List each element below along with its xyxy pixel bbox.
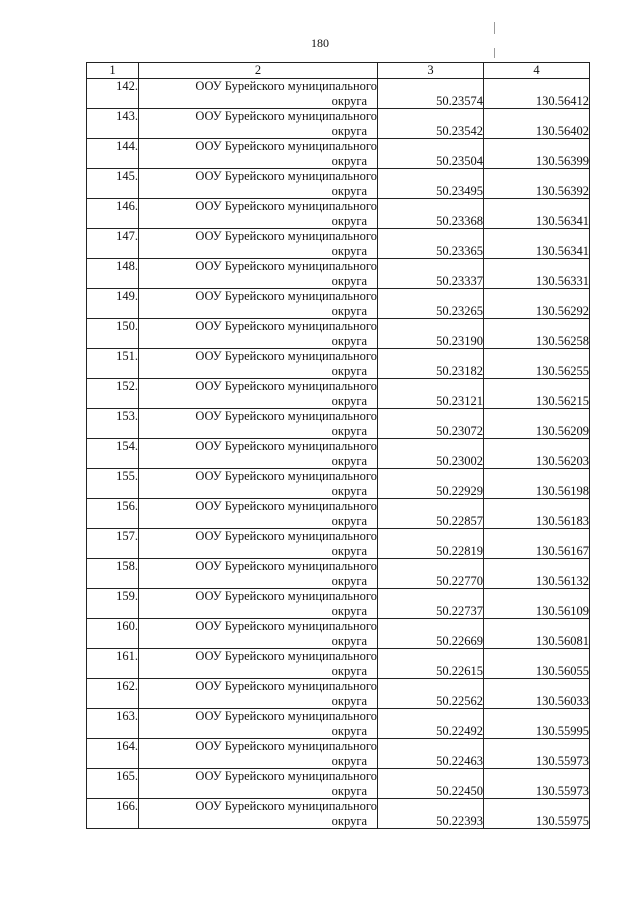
latitude-cell: 50.23504 [378,139,484,169]
row-number: 142. [87,79,139,109]
object-name-cell [139,739,378,769]
table-row [87,289,590,319]
longitude-cell: 130.56255 [484,349,590,379]
object-name-line-1: ООУ Бурейского муниципального [195,739,377,753]
table-row [87,439,590,469]
latitude-cell: 50.22857 [378,499,484,529]
object-name-line-1: ООУ Бурейского муниципального [195,709,377,723]
row-number: 161. [87,649,139,679]
latitude-cell: 50.22492 [378,709,484,739]
latitude-cell: 50.22562 [378,679,484,709]
object-name-line-2: округа [331,753,367,768]
table-row [87,499,590,529]
object-name-cell [139,79,378,109]
row-number: 150. [87,319,139,349]
longitude-cell: 130.55973 [484,739,590,769]
latitude-cell: 50.22770 [378,559,484,589]
longitude-cell: 130.56392 [484,169,590,199]
latitude-cell: 50.23337 [378,259,484,289]
row-number: 155. [87,469,139,499]
longitude-cell: 130.55975 [484,799,590,829]
object-name-line-2: округа [331,513,367,528]
object-name-line-2: округа [331,483,367,498]
object-name-line-2: округа [331,603,367,618]
latitude-cell: 50.23368 [378,199,484,229]
longitude-cell: 130.56167 [484,529,590,559]
object-name-line-1: ООУ Бурейского муниципального [195,289,377,303]
longitude-cell: 130.56341 [484,229,590,259]
object-name-cell [139,769,378,799]
latitude-cell: 50.22929 [378,469,484,499]
object-name-cell [139,439,378,469]
object-name-line-2: округа [331,243,367,258]
object-name-cell [139,499,378,529]
table-row [87,619,590,649]
object-name-line-2: округа [331,573,367,588]
longitude-cell: 130.56341 [484,199,590,229]
object-name-cell [139,109,378,139]
longitude-cell: 130.56055 [484,649,590,679]
table-row [87,799,590,829]
object-name-cell [139,649,378,679]
row-number: 157. [87,529,139,559]
row-number: 146. [87,199,139,229]
latitude-cell: 50.23542 [378,109,484,139]
object-name-line-2: округа [331,423,367,438]
object-name-line-2: округа [331,213,367,228]
latitude-cell: 50.22737 [378,589,484,619]
latitude-cell: 50.22393 [378,799,484,829]
row-number: 156. [87,499,139,529]
table-row [87,679,590,709]
latitude-cell: 50.23190 [378,319,484,349]
row-number: 148. [87,259,139,289]
object-name-line-2: округа [331,663,367,678]
table-header-row [87,63,590,79]
table-row [87,139,590,169]
longitude-cell: 130.56183 [484,499,590,529]
object-name-line-2: округа [331,813,367,828]
object-name-line-1: ООУ Бурейского муниципального [195,199,377,213]
coordinates-table [86,62,590,829]
row-number: 143. [87,109,139,139]
object-name-cell [139,289,378,319]
row-number: 160. [87,619,139,649]
longitude-cell: 130.56292 [484,289,590,319]
table-row [87,559,590,589]
latitude-cell: 50.22819 [378,529,484,559]
object-name-line-2: округа [331,723,367,738]
object-name-cell [139,529,378,559]
table-row [87,739,590,769]
object-name-line-1: ООУ Бурейского муниципального [195,619,377,633]
longitude-cell: 130.56402 [484,109,590,139]
object-name-cell [139,409,378,439]
row-number: 147. [87,229,139,259]
table-row [87,769,590,799]
scan-artifact-line [494,22,495,34]
object-name-line-2: округа [331,693,367,708]
object-name-line-1: ООУ Бурейского муниципального [195,379,377,393]
longitude-cell: 130.56412 [484,79,590,109]
table-row [87,109,590,139]
column-header-3: 3 [378,63,484,79]
table-row [87,709,590,739]
table-row [87,589,590,619]
row-number: 154. [87,439,139,469]
object-name-line-2: округа [331,453,367,468]
latitude-cell: 50.23121 [378,379,484,409]
object-name-line-2: округа [331,333,367,348]
latitude-cell: 50.23072 [378,409,484,439]
longitude-cell: 130.56081 [484,619,590,649]
object-name-line-2: округа [331,633,367,648]
latitude-cell: 50.22463 [378,739,484,769]
table-row [87,229,590,259]
object-name-line-2: округа [331,543,367,558]
object-name-line-2: округа [331,153,367,168]
object-name-cell [139,469,378,499]
longitude-cell: 130.56215 [484,379,590,409]
row-number: 149. [87,289,139,319]
row-number: 166. [87,799,139,829]
row-number: 164. [87,739,139,769]
object-name-cell [139,349,378,379]
longitude-cell: 130.56132 [484,559,590,589]
object-name-line-1: ООУ Бурейского муниципального [195,169,377,183]
object-name-cell [139,259,378,289]
scan-artifact-line [494,48,495,58]
object-name-cell [139,199,378,229]
latitude-cell: 50.23002 [378,439,484,469]
object-name-line-1: ООУ Бурейского муниципального [195,679,377,693]
row-number: 152. [87,379,139,409]
object-name-line-2: округа [331,393,367,408]
object-name-cell [139,169,378,199]
row-number: 144. [87,139,139,169]
longitude-cell: 130.55995 [484,709,590,739]
object-name-cell [139,139,378,169]
object-name-cell [139,679,378,709]
object-name-line-1: ООУ Бурейского муниципального [195,799,377,813]
row-number: 162. [87,679,139,709]
table-row [87,469,590,499]
column-header-1: 1 [87,63,139,79]
object-name-cell [139,379,378,409]
table-row [87,79,590,109]
object-name-line-1: ООУ Бурейского муниципального [195,529,377,543]
object-name-line-1: ООУ Бурейского муниципального [195,139,377,153]
object-name-cell [139,319,378,349]
table-row [87,349,590,379]
object-name-line-1: ООУ Бурейского муниципального [195,319,377,333]
latitude-cell: 50.22669 [378,619,484,649]
table-row [87,169,590,199]
table-row [87,319,590,349]
object-name-line-1: ООУ Бурейского муниципального [195,259,377,273]
latitude-cell: 50.23365 [378,229,484,259]
table-row [87,649,590,679]
latitude-cell: 50.23182 [378,349,484,379]
object-name-line-2: округа [331,93,367,108]
object-name-cell [139,559,378,589]
latitude-cell: 50.23265 [378,289,484,319]
longitude-cell: 130.56033 [484,679,590,709]
table-row [87,409,590,439]
table-row [87,259,590,289]
row-number: 163. [87,709,139,739]
latitude-cell: 50.23495 [378,169,484,199]
object-name-line-1: ООУ Бурейского муниципального [195,649,377,663]
latitude-cell: 50.22450 [378,769,484,799]
object-name-line-1: ООУ Бурейского муниципального [195,499,377,513]
latitude-cell: 50.22615 [378,649,484,679]
object-name-cell [139,709,378,739]
object-name-line-2: округа [331,783,367,798]
table-body [87,79,590,829]
object-name-line-1: ООУ Бурейского муниципального [195,79,377,93]
longitude-cell: 130.56203 [484,439,590,469]
row-number: 158. [87,559,139,589]
table-row [87,529,590,559]
object-name-line-2: округа [331,273,367,288]
object-name-line-1: ООУ Бурейского муниципального [195,589,377,603]
object-name-line-2: округа [331,303,367,318]
table-row [87,379,590,409]
object-name-line-1: ООУ Бурейского муниципального [195,439,377,453]
object-name-line-2: округа [331,363,367,378]
row-number: 151. [87,349,139,379]
column-header-4: 4 [484,63,590,79]
row-number: 159. [87,589,139,619]
object-name-cell [139,799,378,829]
latitude-cell: 50.23574 [378,79,484,109]
object-name-line-1: ООУ Бурейского муниципального [195,559,377,573]
object-name-line-2: округа [331,123,367,138]
column-header-2: 2 [139,63,378,79]
object-name-line-1: ООУ Бурейского муниципального [195,409,377,423]
table-row [87,199,590,229]
longitude-cell: 130.56399 [484,139,590,169]
object-name-cell [139,229,378,259]
object-name-cell [139,619,378,649]
longitude-cell: 130.56331 [484,259,590,289]
row-number: 165. [87,769,139,799]
page-number: 180 [311,36,329,50]
longitude-cell: 130.56209 [484,409,590,439]
longitude-cell: 130.56198 [484,469,590,499]
object-name-line-2: округа [331,183,367,198]
object-name-cell [139,589,378,619]
longitude-cell: 130.56109 [484,589,590,619]
longitude-cell: 130.56258 [484,319,590,349]
object-name-line-1: ООУ Бурейского муниципального [195,349,377,363]
longitude-cell: 130.55973 [484,769,590,799]
object-name-line-1: ООУ Бурейского муниципального [195,769,377,783]
object-name-line-1: ООУ Бурейского муниципального [195,229,377,243]
object-name-line-1: ООУ Бурейского муниципального [195,109,377,123]
object-name-line-1: ООУ Бурейского муниципального [195,469,377,483]
row-number: 145. [87,169,139,199]
row-number: 153. [87,409,139,439]
